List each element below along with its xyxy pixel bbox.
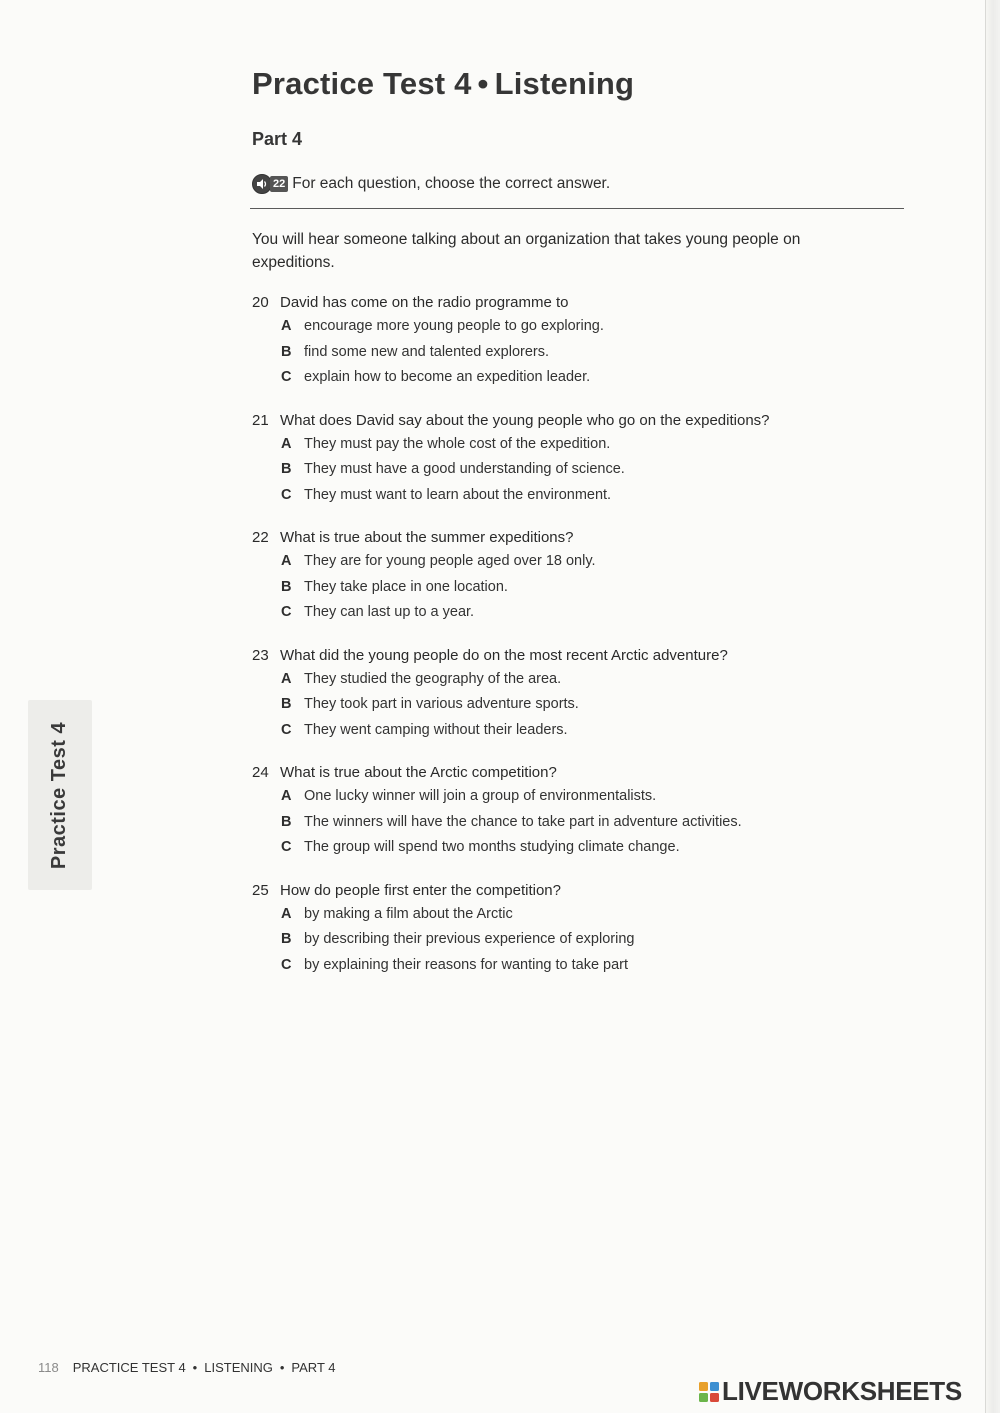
option-letter: B [281,578,292,595]
option-text: They are for young people aged over 18 only. [304,553,596,569]
page-footer [38,1360,338,1375]
option-letter: B [281,813,292,830]
option-letter: A [281,318,292,334]
option-text: They must pay the whole cost of the expedition. [304,435,611,452]
option-c[interactable] [252,835,892,861]
question-number: 25 [252,881,269,899]
option-letter: B [281,343,292,360]
question-text: What does David say about the young people who go on the expeditions? [280,411,770,429]
question-24 [252,762,892,861]
question-text: What is true about the Arctic competition? [280,764,557,781]
option-text: They took part in various adventure sports. [304,696,579,712]
audio-speaker-icon[interactable] [252,174,272,194]
liveworksheets-logo-icon [698,1381,720,1403]
side-tab-label: Practice Test 4 [48,721,71,869]
title-section: Listening [494,66,635,101]
option-letter: B [281,696,292,712]
option-letter: A [281,553,292,569]
question-text: How do people first enter the competition? [280,881,561,899]
option-text: by explaining their reasons for wanting to take part [304,956,629,973]
watermark-text: LIVEWORKSHEETS [722,1376,962,1406]
audio-track-badge[interactable] [252,174,288,194]
option-a[interactable] [252,784,892,810]
option-c[interactable] [252,483,892,509]
footer-separator: • [279,1360,285,1375]
option-text: They studied the geography of the area. [304,670,562,687]
part-heading: Part 4 [252,129,303,149]
question-stem [252,410,892,432]
footer-separator: • [192,1360,198,1375]
title-main: Practice Test 4 [252,66,472,101]
option-text: by making a film about the Arctic [304,905,513,922]
question-22 [252,527,892,626]
option-b[interactable] [252,810,892,836]
question-number: 23 [252,646,269,664]
option-text: by describing their previous experience of exploring [304,931,635,947]
title-separator: • [477,66,489,101]
option-b[interactable] [252,692,892,718]
option-text: They take place in one location. [304,578,508,595]
option-text: encourage more young people to go exploring. [304,318,604,334]
question-list [252,292,892,997]
question-20 [252,292,892,391]
option-letter: A [281,905,292,922]
option-text: They can last up to a year. [304,604,475,620]
question-number: 20 [252,294,269,311]
option-a[interactable] [252,667,892,693]
option-text: They went camping without their leaders. [304,721,568,738]
question-21 [252,410,892,509]
option-a[interactable] [252,432,892,458]
option-a[interactable] [252,902,892,928]
option-letter: C [281,369,292,385]
option-c[interactable] [252,600,892,626]
option-c[interactable] [252,953,892,979]
option-letter: B [281,931,292,947]
page-title [252,66,634,102]
question-number: 24 [252,764,269,781]
option-letter: A [281,435,292,452]
option-letter: A [281,788,292,804]
option-text: One lucky winner will join a group of environmentalists. [304,788,657,804]
option-letter: A [281,670,292,687]
question-text: What did the young people do on the most recent Arctic adventure? [280,646,728,664]
option-a[interactable] [252,314,892,340]
instruction-line [252,173,610,195]
liveworksheets-watermark [698,1376,962,1407]
instruction-text: For each question, choose the correct answer. [292,175,611,192]
question-stem [252,645,892,667]
question-stem [252,527,892,549]
scan-page-edge [985,0,1000,1413]
question-number: 22 [252,529,269,546]
listening-intro: You will hear someone talking about an organization that takes young people on expeditions. [252,231,801,271]
option-b[interactable] [252,340,892,366]
option-letter: C [281,721,292,738]
option-letter: C [281,839,292,855]
question-text: What is true about the summer expeditions? [280,529,574,546]
footer-crumb-section: LISTENING [204,1360,273,1375]
option-text: They must have a good understanding of science. [304,461,625,477]
question-25 [252,880,892,979]
option-letter: C [281,604,292,620]
option-b[interactable] [252,457,892,483]
option-c[interactable] [252,718,892,744]
side-tab [28,700,92,890]
footer-crumb-part: PART 4 [291,1360,336,1375]
footer-crumb-test: PRACTICE TEST 4 [72,1360,186,1375]
option-letter: C [281,486,292,503]
option-text: explain how to become an expedition leader. [304,369,591,385]
option-a[interactable] [252,549,892,575]
option-text: The group will spend two months studying climate change. [304,839,680,855]
audio-track-number: 22 [270,176,288,192]
question-number: 21 [252,411,269,429]
page-number: 118 [38,1360,59,1375]
option-c[interactable] [252,365,892,391]
option-text: find some new and talented explorers. [304,343,550,360]
option-text: They must want to learn about the environment. [304,486,612,503]
option-letter: C [281,956,292,973]
option-b[interactable] [252,927,892,953]
question-stem [252,292,892,314]
option-b[interactable] [252,575,892,601]
question-stem [252,762,892,784]
section-divider [250,208,904,209]
option-letter: B [281,461,292,477]
question-stem [252,880,892,902]
question-23 [252,645,892,744]
question-text: David has come on the radio programme to [280,294,569,311]
option-text: The winners will have the chance to take part in adventure activities. [304,813,742,830]
